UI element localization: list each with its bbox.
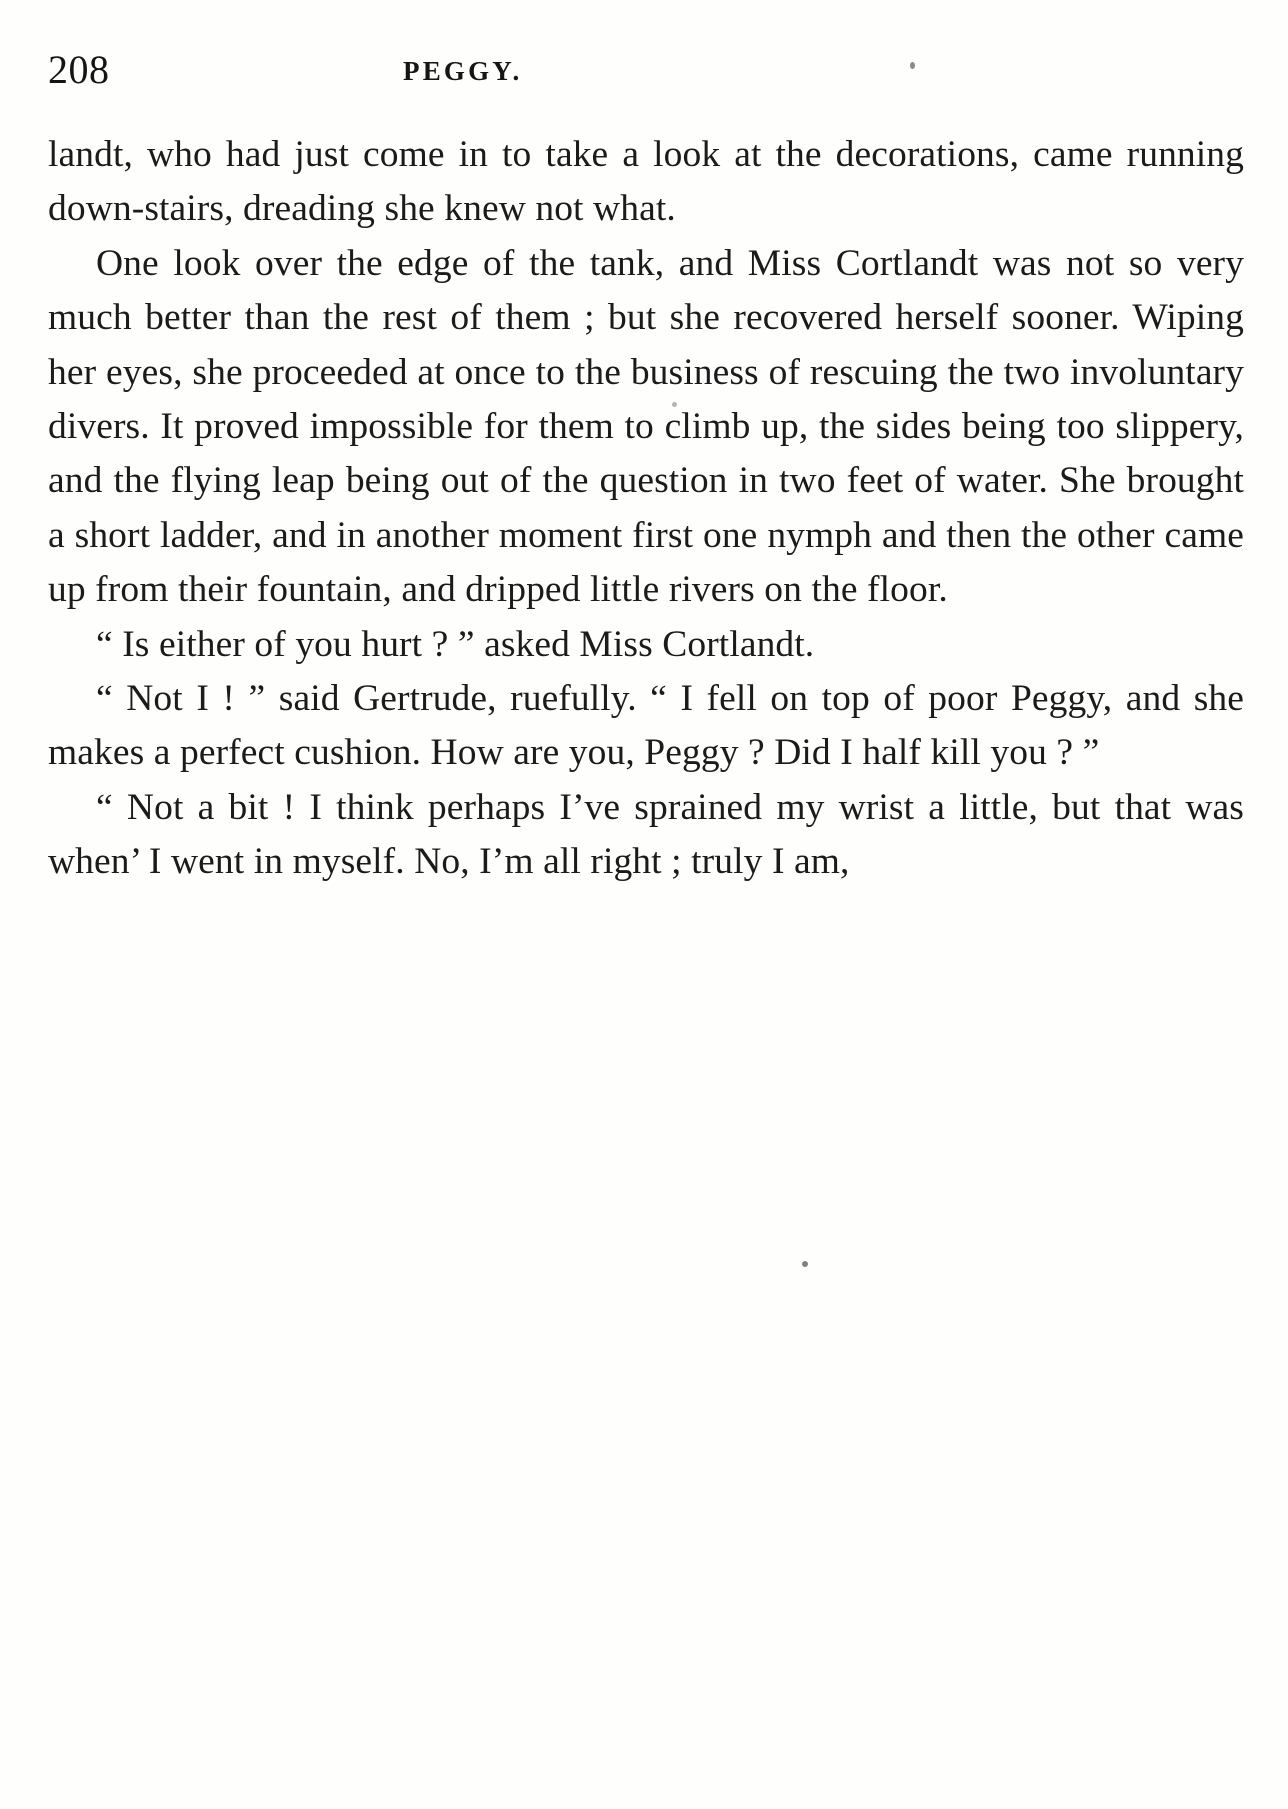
paragraph: “ Not a bit ! I think perhaps I’ve sprained my wrist a little, but that was when’ I went in myself. No, I’m all right ; truly I am, bbox=[48, 786, 1244, 883]
page-body bbox=[48, 128, 1244, 890]
paper-speck-icon bbox=[672, 402, 677, 407]
paragraph: One look over the edge of the tank, and Miss Cortlandt was not so very much better than the rest of them ; but she recovered herself sooner. Wiping her eyes, she proceeded at once to the business of rescuing the two involuntary divers. It proved impossible for them to climb up, the sides being too slippery, and the flying leap being out of the question in two feet of water. She brought a short ladder, and in another moment first one nymph and then the other came up from their fountain, and dripped little rivers on the floor. bbox=[48, 242, 1244, 611]
paragraph: “ Is either of you hurt ? ” asked Miss Cortlandt. bbox=[96, 623, 815, 665]
page-number: 208 bbox=[48, 47, 110, 92]
running-head: PEGGY. bbox=[403, 56, 523, 86]
paper-speck-icon bbox=[910, 62, 915, 69]
paragraph: “ Not I ! ” said Gertrude, ruefully. “ I fell on top of poor Peggy, and she makes a perfect cushion. How are you, Peggy ? Did I half kill you ? ” bbox=[48, 678, 1244, 774]
paragraph: landt, who had just come in to take a look at the decorations, came running down-stairs, dreading she knew not what. bbox=[48, 134, 1244, 230]
paper-speck-icon bbox=[802, 1261, 808, 1267]
page-header bbox=[48, 46, 1240, 92]
